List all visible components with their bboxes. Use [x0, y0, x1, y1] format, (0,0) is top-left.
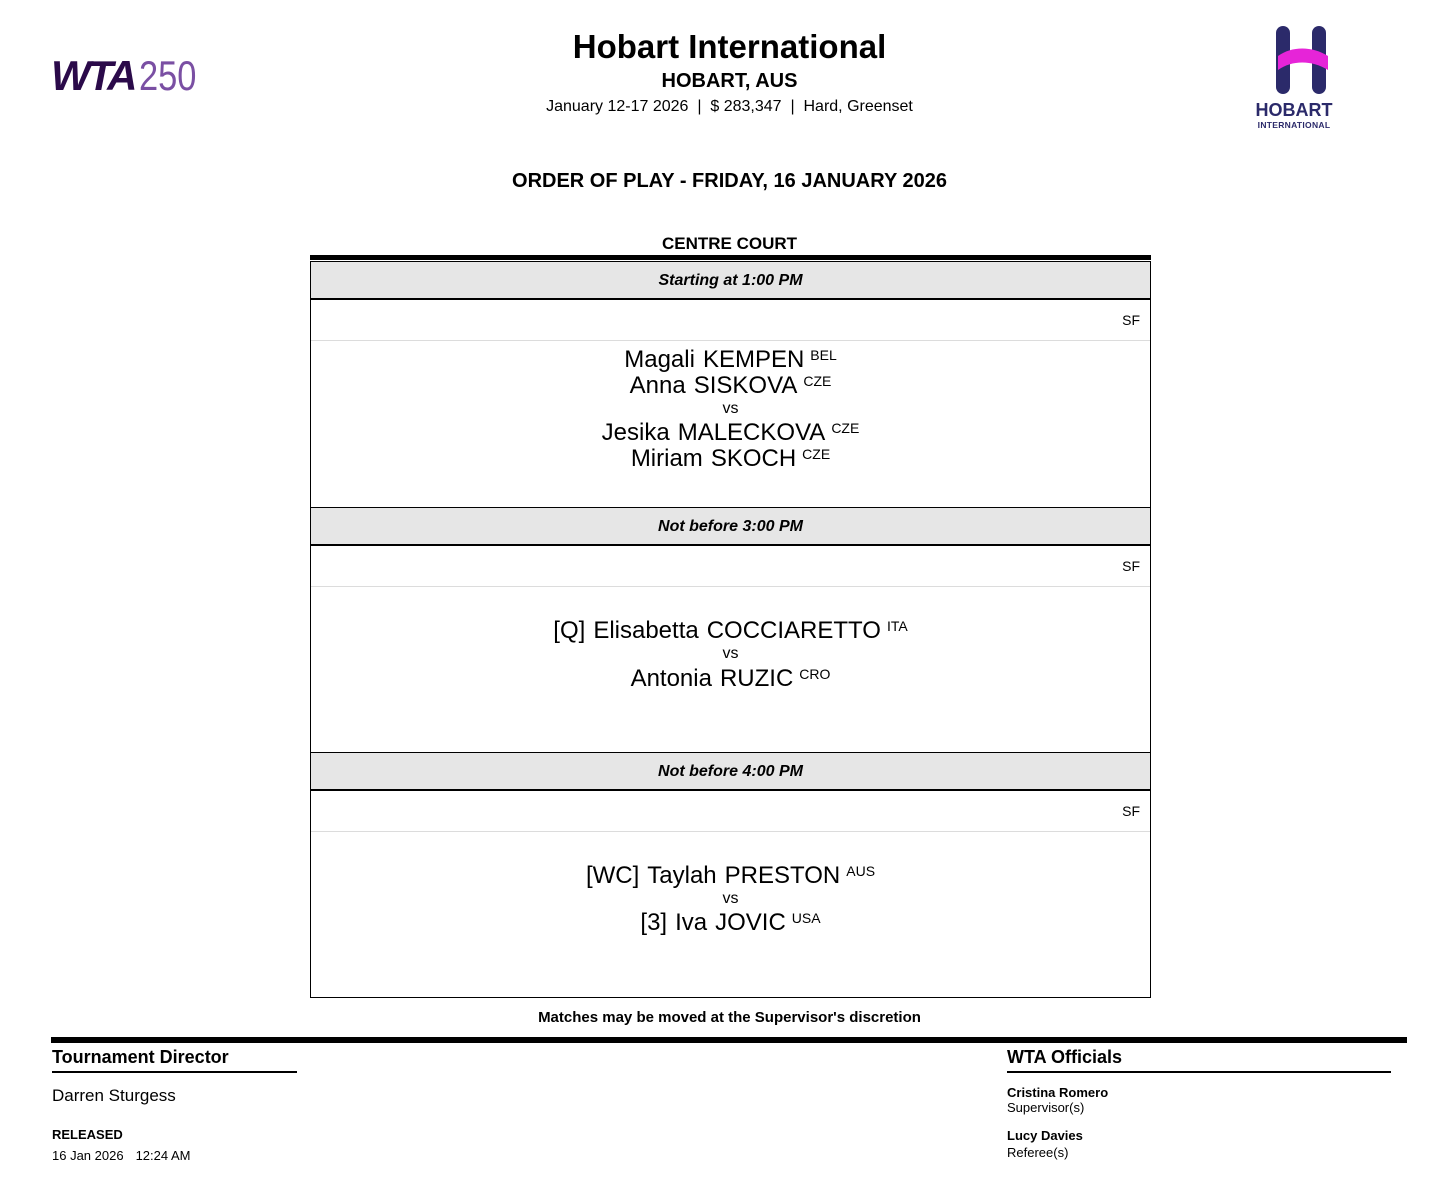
- player-last-name: SISKOVA: [693, 372, 798, 399]
- player-first-name: Miriam: [630, 445, 703, 472]
- round-label: SF: [1122, 312, 1140, 328]
- player-last-name: JOVIC: [715, 909, 786, 936]
- tournament-info: January 12-17 2026 | $ 283,347 | Hard, Greenset: [546, 98, 913, 115]
- footer-divider: [51, 1037, 1407, 1043]
- slot-time: Not before 4:00 PM: [311, 753, 1150, 791]
- player-country: CZE: [831, 420, 860, 436]
- vs-label: vs: [722, 400, 739, 417]
- player-last-name: RUZIC: [719, 665, 794, 692]
- logo-text-hobart: HOBART: [1255, 100, 1333, 120]
- match-players: [311, 832, 1150, 997]
- player-country: AUS: [846, 863, 876, 879]
- slot-time: Starting at 1:00 PM: [311, 262, 1150, 300]
- player: [311, 419, 1150, 447]
- player-first-name: Anna: [629, 372, 686, 399]
- match-players: [311, 587, 1150, 752]
- released-label: RELEASED: [52, 1127, 123, 1142]
- slot-time: Not before 3:00 PM: [311, 508, 1150, 546]
- player: [311, 372, 1150, 400]
- player: [311, 665, 1150, 693]
- order-of-play-heading: ORDER OF PLAY - FRIDAY, 16 JANUARY 2026: [512, 170, 947, 192]
- player-country: CRO: [799, 666, 831, 682]
- round-row: [311, 546, 1150, 587]
- tournament-city: HOBART, AUS: [661, 70, 798, 92]
- player-last-name: PRESTON: [724, 862, 841, 889]
- player-first-name: Taylah: [647, 862, 717, 889]
- order-of-play-table: [310, 261, 1151, 998]
- round-row: [311, 791, 1150, 832]
- tournament-director-heading: Tournament Director: [52, 1047, 297, 1073]
- wta-level-text: 250: [138, 52, 196, 99]
- match-slot: [310, 752, 1151, 998]
- vs-label: vs: [722, 645, 739, 662]
- official-role: Supervisor(s): [1007, 1100, 1085, 1115]
- player-last-name: COCCIARETTO: [706, 617, 881, 644]
- match-slot: [310, 261, 1151, 508]
- released-time: 12:24 AM: [135, 1148, 191, 1163]
- player-seed: [WC]: [585, 862, 640, 889]
- player-country: ITA: [886, 618, 908, 634]
- player-first-name: Jesika: [601, 419, 670, 446]
- player-last-name: KEMPEN: [702, 346, 805, 373]
- released-date: 16 Jan 2026: [52, 1148, 124, 1163]
- official-name: Lucy Davies: [1007, 1128, 1083, 1143]
- court-divider: [310, 255, 1151, 260]
- released-timestamp: [52, 1148, 191, 1163]
- player-seed: [3]: [640, 909, 668, 936]
- player-first-name: Iva: [675, 909, 708, 936]
- player-last-name: MALECKOVA: [677, 419, 826, 446]
- tournament-director-name: Darren Sturgess: [52, 1086, 176, 1105]
- vs-label: vs: [722, 890, 739, 907]
- player-country: CZE: [803, 373, 832, 389]
- player: [311, 445, 1150, 473]
- wta-officials-heading: WTA Officials: [1007, 1047, 1391, 1073]
- wta-logo-text: WTA: [51, 52, 135, 99]
- player-seed: [Q]: [553, 617, 586, 644]
- player-country: BEL: [810, 347, 837, 363]
- hobart-international-logo: [1246, 20, 1342, 132]
- round-row: [311, 300, 1150, 341]
- official-role: Referee(s): [1007, 1145, 1069, 1160]
- court-name: CENTRE COURT: [661, 234, 798, 253]
- round-label: SF: [1122, 803, 1140, 819]
- match-players: [311, 341, 1150, 507]
- player-first-name: Antonia: [630, 665, 712, 692]
- player: [311, 909, 1150, 937]
- player-first-name: Magali: [624, 346, 695, 373]
- player-last-name: SKOCH: [710, 445, 797, 472]
- player-country: USA: [791, 910, 821, 926]
- player-country: CZE: [802, 446, 831, 462]
- player: [311, 617, 1150, 645]
- player: [311, 862, 1150, 890]
- player: [311, 346, 1150, 374]
- logo-text-international: INTERNATIONAL: [1257, 120, 1331, 130]
- official-name: Cristina Romero: [1007, 1085, 1109, 1100]
- tournament-title: Hobart International: [572, 28, 887, 65]
- player-first-name: Elisabetta: [593, 617, 699, 644]
- hobart-h-icon: [1246, 20, 1342, 100]
- match-slot: [310, 507, 1151, 753]
- round-label: SF: [1122, 558, 1140, 574]
- supervisor-disclaimer: Matches may be moved at the Supervisor's discretion: [538, 1009, 921, 1026]
